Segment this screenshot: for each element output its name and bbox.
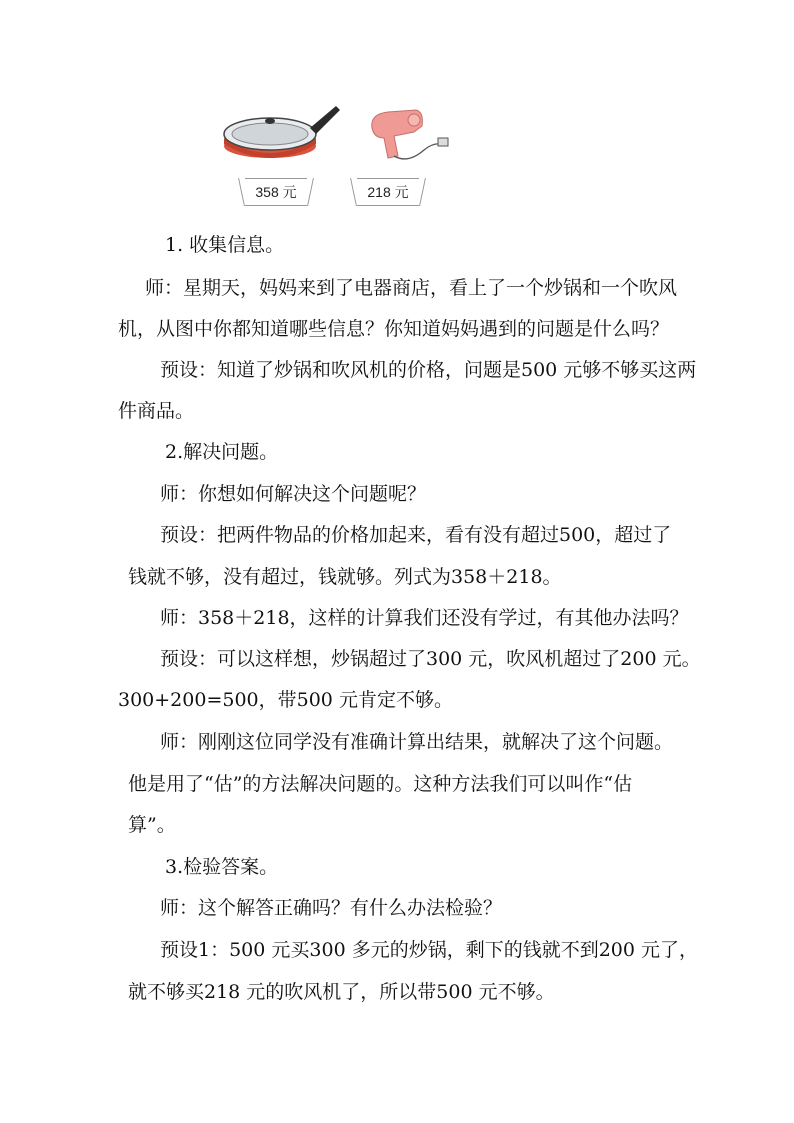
frying-pan-icon bbox=[218, 100, 342, 164]
paragraph-line: 预设：知道了炒锅和吹风机的价格，问题是500 元够不够买这两 bbox=[160, 359, 697, 381]
heading-check-answer: 3.检验答案。 bbox=[165, 856, 279, 878]
price-tag-hair-dryer: 218 元 bbox=[357, 178, 419, 206]
paragraph-line: 他是用了“估”的方法解决问题的。这种方法我们可以叫作“估 bbox=[128, 773, 633, 795]
hair-dryer-icon bbox=[368, 104, 456, 164]
paragraph-line: 预设1：500 元买300 多元的炒锅，剩下的钱就不到200 元了， bbox=[160, 939, 699, 961]
paragraph-line: 师：你想如何解决这个问题呢？ bbox=[160, 483, 427, 505]
paragraph-line: 预设：可以这样想，炒锅超过了300 元，吹风机超过了200 元。 bbox=[160, 648, 701, 670]
heading-collect-info: 1. 收集信息。 bbox=[165, 234, 285, 256]
paragraph-line: 师：这个解答正确吗？有什么办法检验？ bbox=[160, 897, 503, 919]
paragraph-line: 预设：把两件物品的价格加起来，看有没有超过500，超过了 bbox=[160, 524, 672, 546]
heading-solve-problem: 2.解决问题。 bbox=[165, 441, 279, 463]
paragraph-line: 件商品。 bbox=[118, 400, 195, 422]
paragraph-line: 机，从图中你都知道哪些信息？你知道妈妈遇到的问题是什么吗？ bbox=[118, 318, 670, 340]
paragraph-line: 算”。 bbox=[128, 814, 176, 836]
price-tag-frying-pan: 358 元 bbox=[245, 178, 307, 206]
paragraph-line: 300+200=500，带500 元肯定不够。 bbox=[118, 689, 453, 711]
paragraph-line: 师：刚刚这位同学没有准确计算出结果，就解决了这个问题。 bbox=[160, 731, 674, 753]
paragraph-line: 钱就不够，没有超过，钱就够。列式为358＋218。 bbox=[128, 566, 562, 588]
paragraph-line: 师：星期天，妈妈来到了电器商店，看上了一个炒锅和一个吹风 bbox=[145, 277, 678, 299]
paragraph-line: 就不够买218 元的吹风机了，所以带500 元不够。 bbox=[128, 981, 555, 1003]
paragraph-line: 师：358＋218，这样的计算我们还没有学过，有其他办法吗？ bbox=[160, 607, 689, 629]
